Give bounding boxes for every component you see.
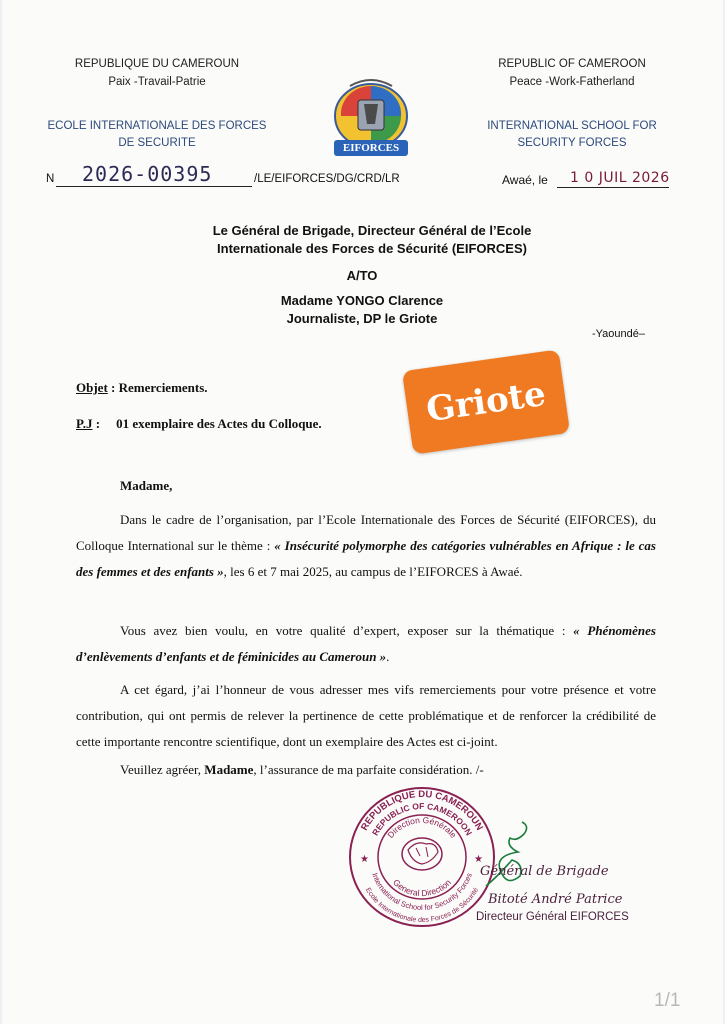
logo-label: EIFORCES [342, 142, 400, 154]
paragraph-3: A cet égard, j’ai l’honneur de vous adresser mes vifs remerciements pour votre présence et votre contribution, qui ont permis de relever la pertinence de cette problématique et de renforcer la crédibilité de cette importante rencontre scientifique, dont un exemplaire des Actes est ci-joint. [76, 682, 656, 749]
date-underline [557, 187, 669, 188]
paragraph-2: Vous avez bien voulu, en votre qualité d’expert, exposer sur la thématique : « Phénomènes d’enlèvements d’enfants et de féminicides au Cameroun ». [76, 623, 656, 664]
eiforces-logo [328, 74, 414, 164]
attachment-line: P.J : 01 exemplaire des Actes du Colloque. [76, 416, 322, 431]
stamp-outer-bottom: International School for Security Forces [370, 871, 474, 913]
presentation-theme: « Phénomènes d’enlèvements d’enfants et de féminicides au Cameroun » [76, 623, 656, 664]
svg-text:Direction Générale [385, 815, 459, 840]
ato-label: A/TO [346, 268, 378, 283]
reference-underline [56, 186, 252, 187]
sender-line-1: Le Général de Brigade, Directeur Général de l’Ecole [212, 223, 532, 238]
header-right-motto: Peace -Work-Fatherland [509, 76, 635, 88]
salutation: Madame, [120, 478, 173, 493]
svg-text:General Direction [391, 877, 453, 898]
stamp-outer-bottom-2: Ecole Internationale des Forces de Sécurité [363, 886, 481, 925]
header-left-school-1: ECOLE INTERNATIONALE DES FORCES [47, 120, 267, 132]
header-right-country: REPUBLIC OF CAMEROON [498, 58, 646, 70]
paragraph-1: Dans le cadre de l’organisation, par l’Ecole Internationale des Forces de Sécurité (EIFORCES), du Colloque International sur le thème : « Insécurité polymorphe des catégories vulnérables en Afrique : le cas des femmes et des enfants », les 6 et 7 mai 2025, au campus de l’EIFORCES à Awaé. [76, 512, 656, 579]
object-value: Remerciements. [118, 380, 208, 395]
reference-suffix: /LE/EIFORCES/DG/CRD/LR [254, 173, 400, 185]
header-left-country: REPUBLIQUE DU CAMEROUN [74, 58, 240, 70]
date-stamp: 1 0 JUIL 2026 [570, 170, 670, 186]
svg-text:★: ★ [360, 854, 369, 865]
stamp-outer-top-2: REPUBLIC OF CAMEROON [369, 800, 475, 838]
attachment-label: P.J [76, 416, 93, 431]
page-indicator: 1/1 [654, 990, 681, 1011]
recipient-name: Madame YONGO Clarence [280, 293, 444, 308]
sender-line-2: Internationale des Forces de Sécurité (EIFORCES) [217, 241, 527, 256]
stamp-outer-top: REPUBLIQUE DU CAMEROUN [359, 788, 485, 833]
signature-role: Directeur Général EIFORCES [476, 911, 629, 923]
object-label: Objet [76, 380, 108, 395]
place-label: Awaé, le [502, 173, 548, 187]
paragraph-4: Veuillez agréer, Madame, l’assurance de ma parfaite considération. /- [120, 762, 484, 777]
recipient-title: Journaliste, DP le Griote [286, 311, 438, 326]
header-left-school-2: DE SECURITE [118, 137, 196, 149]
signature-name: Bitoté André Patrice [488, 892, 623, 907]
stamp-emblem-icon [402, 838, 442, 870]
signature-scribble-icon [472, 816, 552, 896]
stamp-inner-top: Direction Générale [385, 814, 459, 840]
reference-prefix: N [46, 173, 55, 185]
object-line: Objet : Remerciements. [76, 380, 208, 395]
signature-rank: Général de Brigade [480, 864, 609, 879]
document-page [2, 0, 723, 1024]
stamp-inner-bottom: General Direction [391, 877, 453, 899]
header-left-motto: Paix -Travail-Patrie [108, 76, 206, 88]
colloquium-theme: « Insécurité polymorphe des catégories vulnérables en Afrique : le cas des femmes et des enfants » [76, 538, 656, 579]
recipient-city: -Yaoundé– [592, 328, 646, 340]
griote-badge [402, 349, 570, 454]
header-right-school-1: INTERNATIONAL SCHOOL FOR [487, 120, 657, 132]
griote-badge-text: Griote [423, 373, 549, 431]
reference-number: 2026-00395 [82, 162, 213, 186]
attachment-value: 01 exemplaire des Actes du Colloque. [116, 416, 322, 431]
header-right-school-2: SECURITY FORCES [517, 137, 627, 149]
svg-text:★: ★ [474, 854, 483, 865]
